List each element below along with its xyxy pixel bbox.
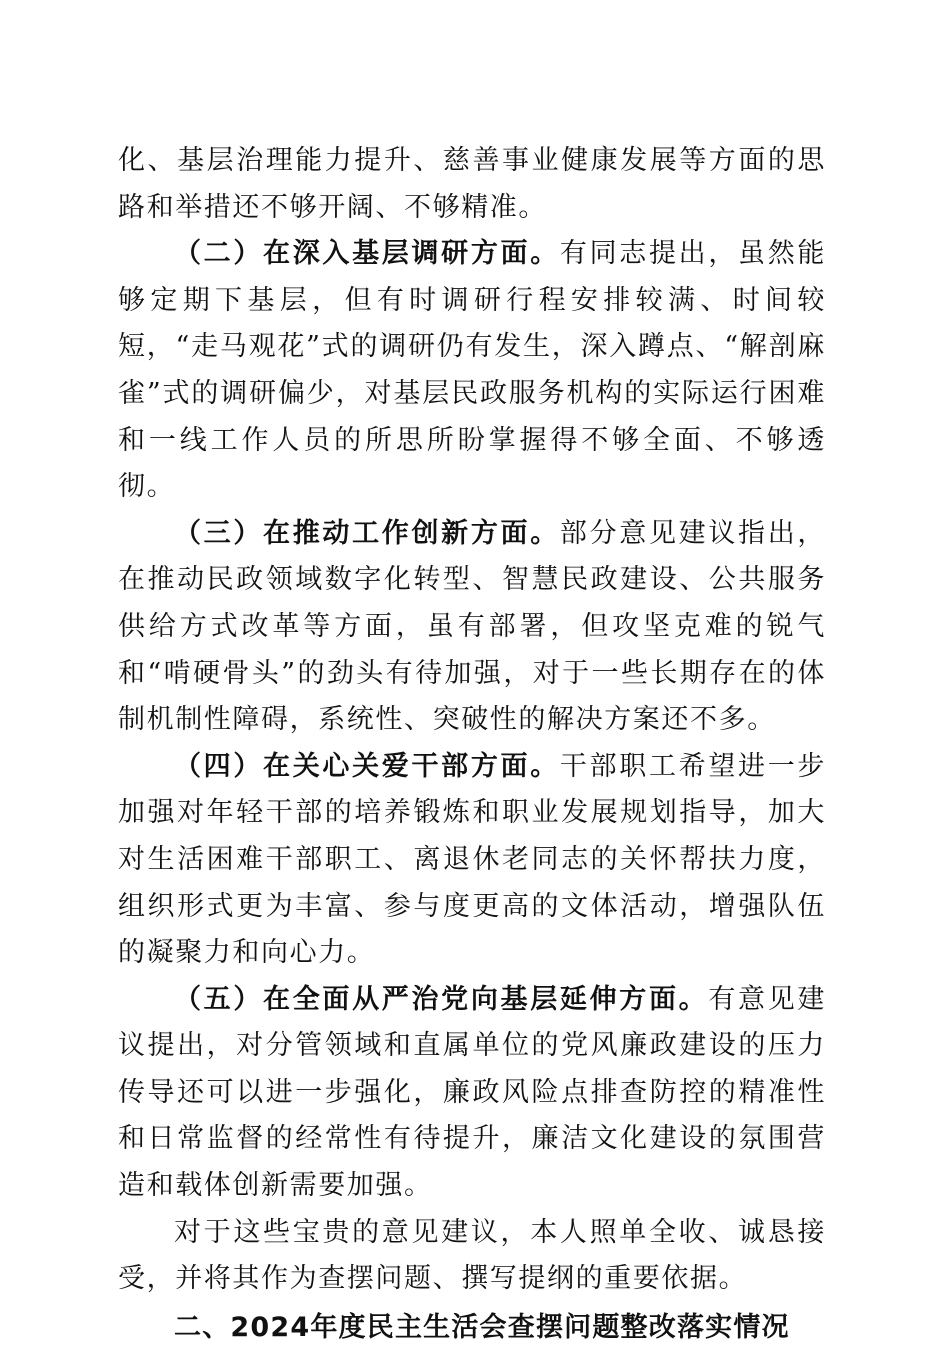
item-body-4: 干部职工希望进一步加强对年轻干部的培养锻炼和职业发展规划指导，加大对生活困难干部职工、离退休老同志的关怀帮扶力度，组织形式更为丰富、参与度更高的文体活动，增强队伍的凝聚力和向心力。 bbox=[118, 750, 826, 969]
item-paragraph-2 bbox=[118, 231, 826, 511]
item-paragraph-3 bbox=[118, 511, 826, 744]
item-lead-3: （三）在推动工作创新方面。 bbox=[174, 517, 560, 549]
item-lead-2: （二）在深入基层调研方面。 bbox=[174, 238, 560, 270]
document-page bbox=[118, 138, 826, 1351]
item-paragraph-5 bbox=[118, 977, 826, 1210]
closing-paragraph: 对于这些宝贵的意见建议，本人照单全收、诚恳接受，并将其作为查摆问题、撰写提纲的重要依据。 bbox=[118, 1216, 826, 1295]
continuation-paragraph: 化、基层治理能力提升、慈善事业健康发展等方面的思路和举措还不够开阔、不够精准。 bbox=[118, 145, 826, 223]
item-body-5: 有意见建议提出，对分管领域和直属单位的党风廉政建设的压力传导还可以进一步强化，廉政风险点排查防控的精准性和日常监督的经常性有待提升，廉洁文化建设的氛围营造和载体创新需要加强。 bbox=[118, 983, 826, 1202]
item-paragraph-4 bbox=[118, 744, 826, 977]
item-body-3: 部分意见建议指出，在推动民政领域数字化转型、智慧民政建设、公共服务供给方式改革等方面，虽有部署，但攻坚克难的锐气和“啃硬骨头”的劲头有待加强，对于一些长期存在的体制机制性障碍，系统性、突破性的解决方案还不多。 bbox=[118, 517, 826, 736]
item-body-2: 有同志提出，虽然能够定期下基层，但有时调研行程安排较满、时间较短，“走马观花”式的调研仍有发生，深入蹲点、“解剖麻雀”式的调研偏少，对基层民政服务机构的实际运行困难和一线工作人员的所思所盼掌握得不够全面、不够透彻。 bbox=[118, 238, 826, 503]
item-lead-4: （四）在关心关爱干部方面。 bbox=[174, 750, 560, 782]
item-lead-5: （五）在全面从严治党向基层延伸方面。 bbox=[174, 983, 709, 1015]
section-heading: 二、2024年度民主生活会查摆问题整改落实情况 bbox=[174, 1311, 790, 1343]
